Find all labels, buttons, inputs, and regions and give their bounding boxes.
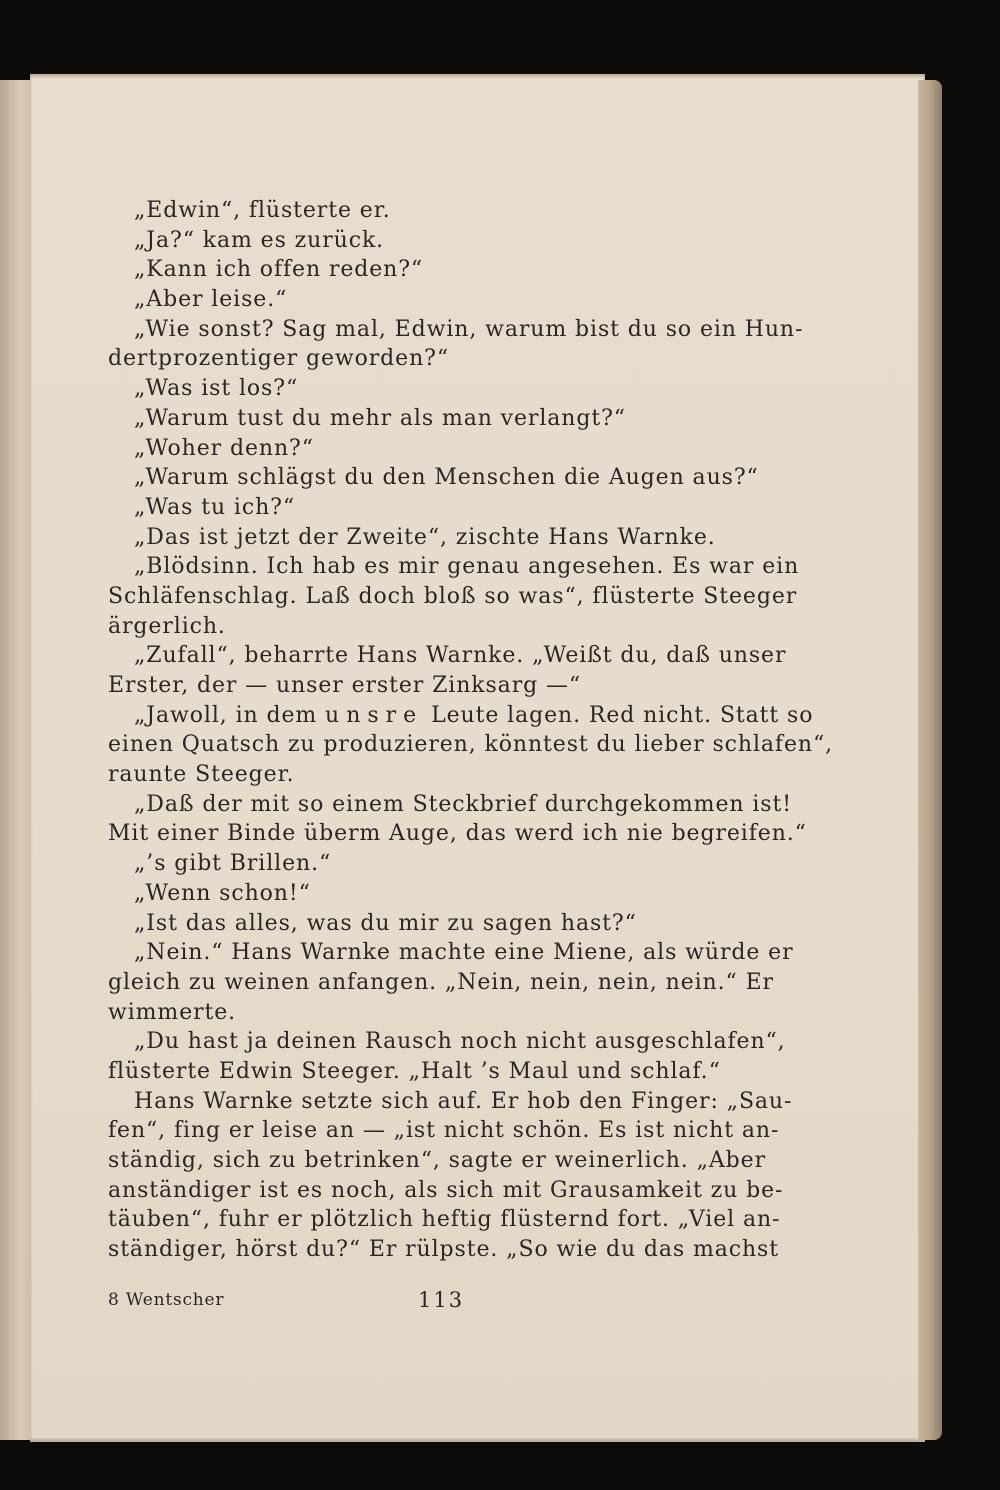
text-line: Hans Warnke setzte sich auf. Er hob den Finger: „Sau- xyxy=(134,1088,793,1114)
text-line: wimmerte. xyxy=(108,999,237,1025)
text-line: raunte Steeger. xyxy=(108,762,295,788)
text-line: „Ja?“ kam es zurück. xyxy=(134,227,385,253)
text-line: Mit einer Binde überm Auge, das werd ich nie begreifen.“ xyxy=(108,821,807,847)
text-line: „Zufall“, beharrte Hans Warnke. „Weißt du, daß unser xyxy=(134,643,787,669)
text-line: gleich zu weinen anfangen. „Nein, nein, nein, nein.“ Er xyxy=(108,969,774,995)
text-line: „Nein.“ Hans Warnke machte eine Miene, als würde er xyxy=(134,940,794,966)
text-line: „Warum tust du mehr als man verlangt?“ xyxy=(134,405,626,431)
text-line: anständiger ist es noch, als sich mit Grausamkeit zu be- xyxy=(108,1177,784,1203)
text-line: „Wenn schon!“ xyxy=(134,880,311,906)
text-line: „Daß der mit so einem Steckbrief durchgekommen ist! xyxy=(134,791,792,817)
text-line: „Warum schlägst du den Menschen die Augen aus?“ xyxy=(134,465,759,491)
text-line: „Was tu ich?“ xyxy=(134,494,295,520)
text-line: „Wie sonst? Sag mal, Edwin, warum bist du so ein Hun- xyxy=(134,316,804,342)
page-footer xyxy=(108,1290,756,1316)
text-line: „Aber leise.“ xyxy=(134,287,288,313)
text-line: „’s gibt Brillen.“ xyxy=(134,851,332,877)
page-stack-edge xyxy=(918,80,942,1440)
text-line: „Blödsinn. Ich hab es mir genau angesehen. Es war ein xyxy=(134,554,800,580)
text-line: flüsterte Edwin Steeger. „Halt ’s Maul und schlaf.“ xyxy=(108,1058,721,1084)
text-line: „Du hast ja deinen Rausch noch nicht ausgeschlafen“, xyxy=(134,1029,786,1055)
text-line xyxy=(108,701,814,731)
text-segment: „Jawoll, in dem xyxy=(134,702,326,728)
text-line: fen“, fing er leise an — „ist nicht schön. Es ist nicht an- xyxy=(108,1118,780,1144)
body-text xyxy=(108,196,833,1265)
text-line: „Edwin“, flüsterte er. xyxy=(134,198,391,223)
printer-signature: 8 Wentscher xyxy=(108,1290,225,1310)
text-line: täuben“, fuhr er plötzlich heftig flüsternd fort. „Viel an- xyxy=(108,1207,781,1233)
text-line: „Kann ich offen reden?“ xyxy=(134,257,424,283)
text-line: „Das ist jetzt der Zweite“, zischte Hans Warnke. xyxy=(134,524,716,550)
text-line: Schläfenschlag. Laß doch bloß so was“, flüsterte Steeger xyxy=(108,583,798,609)
text-line: einen Quatsch zu produzieren, könntest du lieber schlafen“, xyxy=(108,732,833,758)
text-line: ständig, sich zu betrinken“, sagte er weinerlich. „Aber xyxy=(108,1148,767,1173)
page-number: 113 xyxy=(418,1288,465,1312)
text-segment: Leute lagen. Red nicht. Statt so xyxy=(423,702,814,728)
text-line: ständiger, hörst du?“ Er rülpste. „So wie du das machst xyxy=(108,1237,779,1263)
text-line: „Was ist los?“ xyxy=(134,376,299,402)
text-line: Erster, der — unser erster Zinksarg —“ xyxy=(108,673,582,698)
text-line: „Ist das alles, was du mir zu sagen hast?“ xyxy=(134,910,637,936)
text-line: ärgerlich. xyxy=(108,613,226,639)
emphasized-word: unsre xyxy=(325,702,424,728)
text-line: „Woher denn?“ xyxy=(134,435,314,461)
text-line: dertprozentiger geworden?“ xyxy=(108,346,449,372)
